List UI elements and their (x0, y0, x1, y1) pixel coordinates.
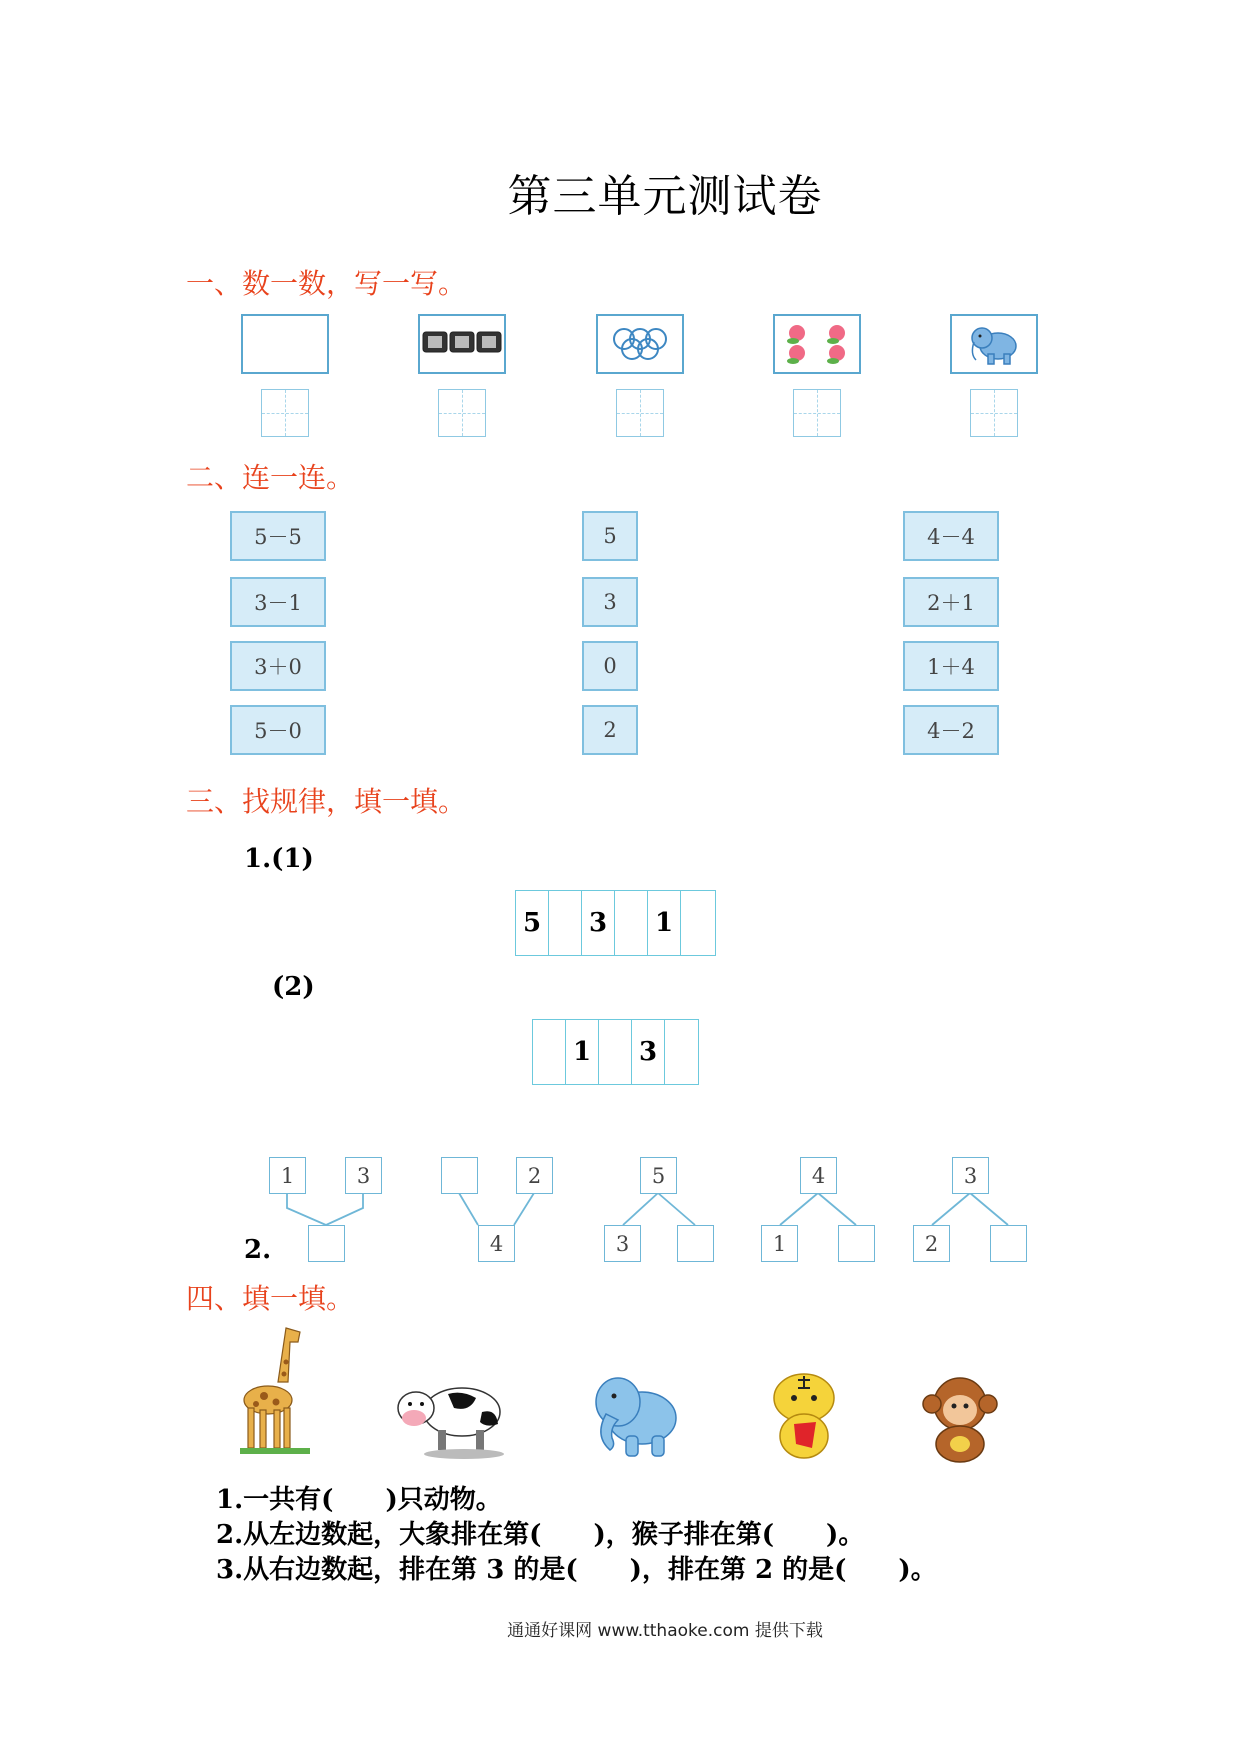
question-1-2-label: (2) (272, 972, 315, 1002)
number-box[interactable]: 2 (582, 705, 638, 755)
bond-box: 3 (604, 1225, 641, 1262)
number-box[interactable]: 5 (582, 511, 638, 561)
sequence-cell: 3 (582, 891, 615, 955)
section-3-heading: 三、找规律，填一填。 (186, 785, 467, 818)
giraffe-icon (228, 1322, 324, 1462)
bond-box: 4 (800, 1157, 837, 1194)
bond-box: 3 (952, 1157, 989, 1194)
bond-answer-box[interactable] (838, 1225, 875, 1262)
expression-box[interactable]: 2＋1 (903, 577, 999, 627)
fill-question-2: 2.从左边数起，大象排在第( )，猴子排在第( )。 (216, 1520, 865, 1550)
fill-question-3: 3.从右边数起，排在第 3 的是( )，排在第 2 的是( )。 (216, 1555, 937, 1585)
bond-box: 1 (269, 1157, 306, 1194)
cow-icon (388, 1368, 514, 1460)
bond-box: 4 (478, 1225, 515, 1262)
tiger-icon (754, 1364, 854, 1464)
expression-box[interactable]: 5－0 (230, 705, 326, 755)
section-1-heading: 一、数一数，写一写。 (186, 267, 467, 300)
bond-answer-box[interactable] (308, 1225, 345, 1262)
expression-box[interactable]: 3－1 (230, 577, 326, 627)
expression-box[interactable]: 4－4 (903, 511, 999, 561)
expression-box[interactable]: 5－5 (230, 511, 326, 561)
bond-box: 5 (640, 1157, 677, 1194)
elephant-icon (570, 1366, 690, 1466)
expression-box[interactable]: 4－2 (903, 705, 999, 755)
bond-box: 1 (761, 1225, 798, 1262)
fill-question-1: 1.一共有( )只动物。 (216, 1485, 502, 1515)
expression-box[interactable]: 3＋0 (230, 641, 326, 691)
sequence-cell: 1 (648, 891, 681, 955)
number-box[interactable]: 0 (582, 641, 638, 691)
monkey-icon (912, 1370, 1008, 1466)
bond-box: 3 (345, 1157, 382, 1194)
bond-answer-box[interactable] (677, 1225, 714, 1262)
question-2-label: 2. (244, 1235, 272, 1265)
section-2-heading: 二、连一连。 (186, 461, 355, 494)
sequence-cell: 3 (632, 1020, 665, 1084)
expression-box[interactable]: 1＋4 (903, 641, 999, 691)
page-title: 第三单元测试卷 (507, 171, 823, 222)
number-box[interactable]: 3 (582, 577, 638, 627)
bond-box: 2 (913, 1225, 950, 1262)
sequence-cell: 5 (516, 891, 549, 955)
footer-text: 通通好课网 www.tthaoke.com 提供下载 (507, 1621, 823, 1641)
bond-box: 2 (516, 1157, 553, 1194)
bond-answer-box[interactable] (441, 1157, 478, 1194)
question-1-1-label: 1.(1) (244, 844, 314, 874)
bond-answer-box[interactable] (990, 1225, 1027, 1262)
section-4-heading: 四、填一填。 (186, 1282, 355, 1315)
sequence-cell: 1 (566, 1020, 599, 1084)
